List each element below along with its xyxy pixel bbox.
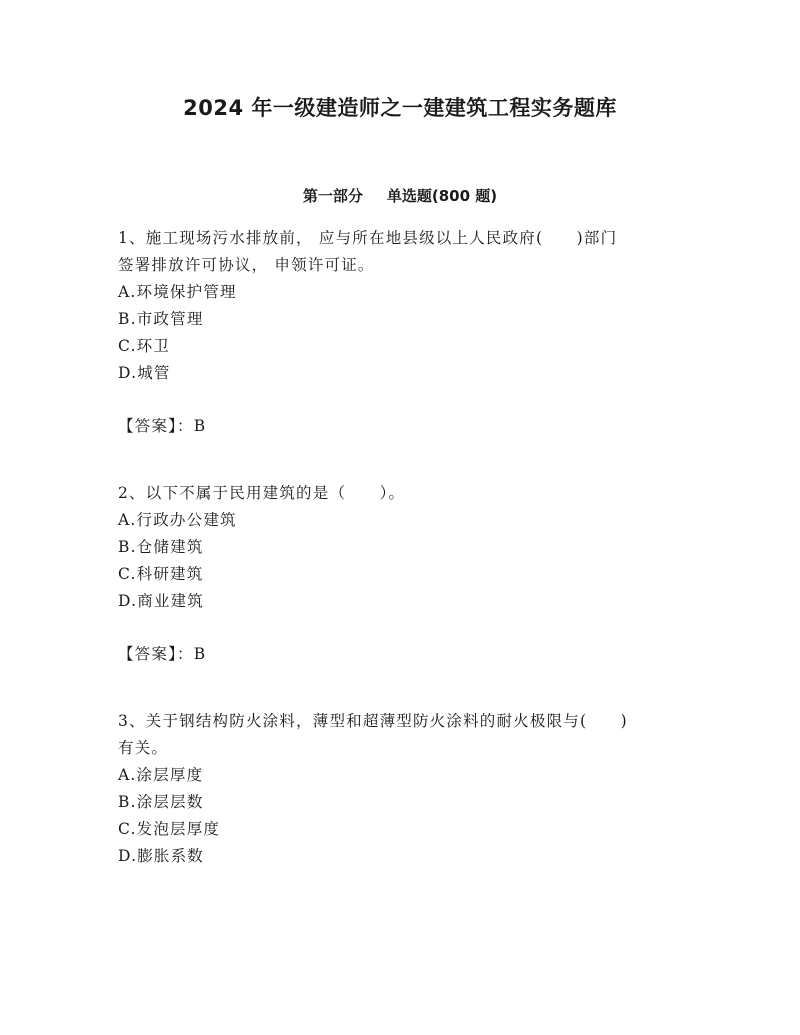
question-2	[118, 480, 688, 668]
document-title: 2024 年一级建造师之一建建筑工程实务题库	[183, 96, 617, 120]
question-2-option-a: A.行政办公建筑	[118, 511, 237, 529]
question-3-option-b: B.涂层层数	[118, 793, 204, 811]
question-1-option-a: A.环境保护管理	[118, 283, 237, 301]
question-2-answer: 【答案】：B	[118, 645, 207, 663]
question-1-answer: 【答案】：B	[118, 417, 207, 435]
question-list	[118, 225, 688, 870]
question-2-stem-line1: 2、以下不属于民用建筑的是（ ）。	[118, 484, 406, 502]
question-3	[118, 708, 688, 870]
question-2-option-d: D.商业建筑	[118, 592, 205, 610]
question-3-option-d: D.膨胀系数	[118, 847, 205, 865]
question-3-option-c: C.发泡层厚度	[118, 820, 221, 838]
question-1-option-d: D.城管	[118, 364, 171, 382]
question-3-stem-line2: 有关。	[118, 739, 169, 757]
question-2-option-b: B.仓储建筑	[118, 538, 204, 556]
question-3-option-a: A.涂层厚度	[118, 766, 204, 784]
question-3-stem-line1: 3、关于钢结构防火涂料，薄型和超薄型防火涂料的耐火极限与( )	[118, 712, 628, 730]
question-1-stem-line1: 1、施工现场污水排放前， 应与所在地县级以上人民政府( )部门	[118, 229, 618, 247]
section-heading	[0, 185, 800, 206]
question-2-option-c: C.科研建筑	[118, 565, 204, 583]
question-1-option-c: C.环卫	[118, 337, 171, 355]
question-1	[118, 225, 688, 440]
section-name: 单选题(800 题)	[386, 187, 498, 205]
question-1-option-b: B.市政管理	[118, 310, 204, 328]
section-part: 第一部分	[302, 187, 363, 205]
question-1-stem-line2: 签署排放许可协议， 申领许可证。	[118, 256, 375, 274]
